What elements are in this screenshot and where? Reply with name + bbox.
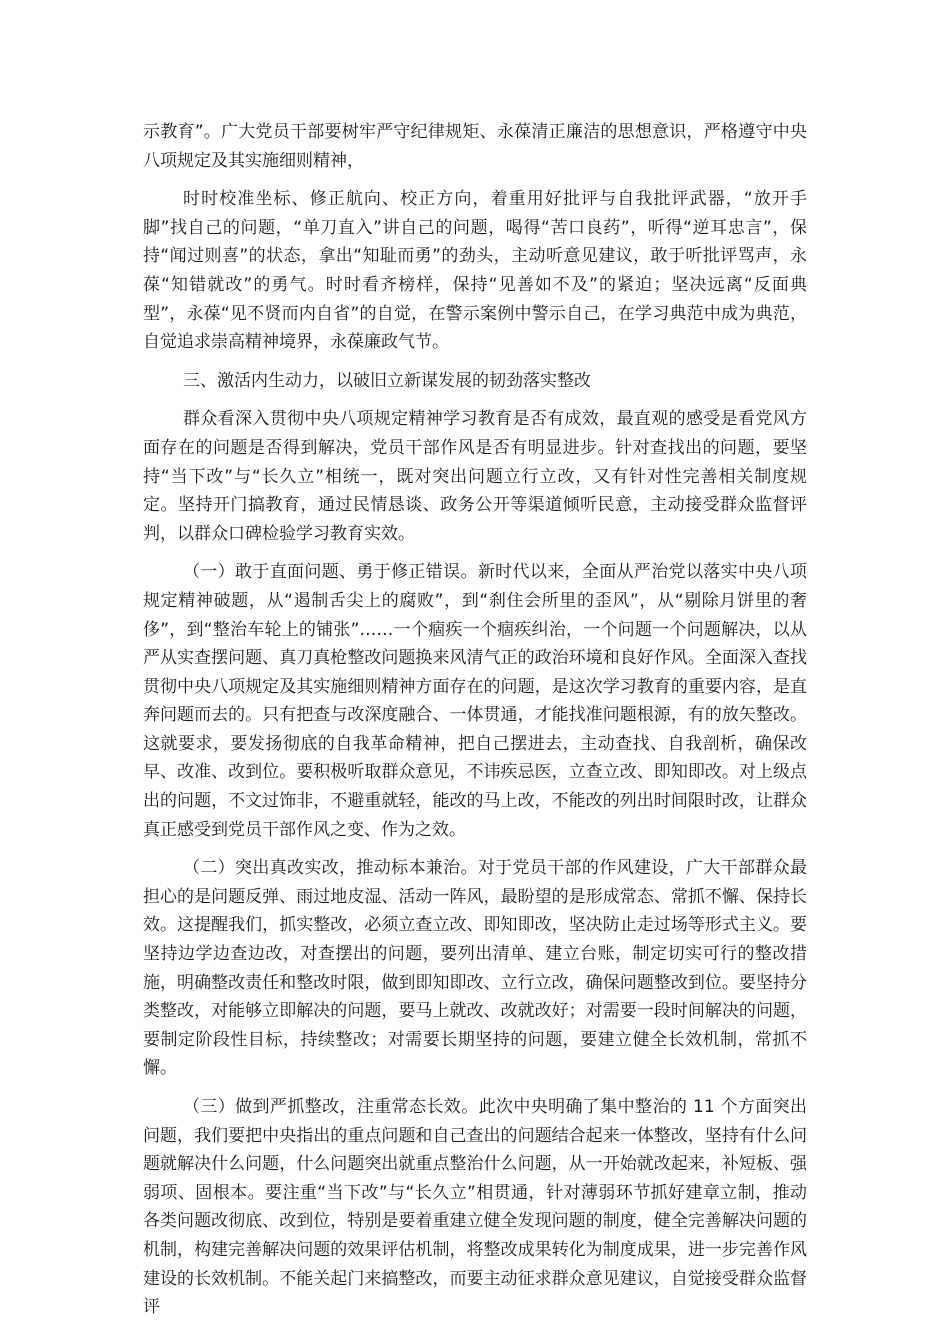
paragraph-subsection-3: （三）做到严抓整改，注重常态长效。此次中央明确了集中整治的 11 个方面突出问题，我们要把中央指出的重点问题和自己查出的问题结合起来一体整改，坚持有什么问题就解决什么问题，什么问题突出就重点整治什么问题，从一开始就改起来，补短板、强弱项、固根本。要注重“当下改”与“长久立”相贯通，针对薄弱环节抓好建章立制，推动各类问题改彻底、改到位，特别是要着重建立健全发现问题的制度，健全完善解决问题的机制，构建完善解决问题的效果评估机制，将整改成果转化为制度成果，进一步完善作风建设的长效机制。不能关起门来搞整改，而要主动征求群众意见建议，自觉接受群众监督评 (143, 1097, 807, 1318)
paragraph-subsection-2: （二）突出真改实改，推动标本兼治。对于党员干部的作风建设，广大干部群众最担心的是问题反弹、雨过地皮湿、活动一阵风，最盼望的是形成常态、常抓不懈、保持长效。这提醒我们，抓实整改，必须立查立改、即知即改，坚决防止走过场等形式主义。要坚持边学边查边改，对查摆出的问题，要列出清单、建立台账，制定切实可行的整改措施，明确整改责任和整改时限，做到即知即改、立行立改，确保问题整改到位。要坚持分类整改，对能够立即解决的问题，要马上就改、改就改好；对需要一段时间解决的问题，要制定阶段性目标，持续整改；对需要长期坚持的问题，要建立健全长效机制，常抓不懈。 (143, 858, 807, 1079)
section-heading-3: 三、激活内生动力，以破旧立新谋发展的韧劲落实整改 (183, 370, 591, 391)
document-body (143, 118, 807, 1332)
paragraph-subsection-1: （一）敢于直面问题、勇于修正错误。新时代以来，全面从严治党以落实中央八项规定精神破题，从“遏制舌尖上的腐败”，到“刹住会所里的歪风”，从“剔除月饼里的奢侈”，到“整治车轮上的铺张”……一个痼疾一个痼疾纠治，一个问题一个问题解决，以从严从实查摆问题、真刀真枪整改问题换来风清气正的政治环境和良好作风。全面深入查找贯彻中央八项规定及其实施细则精神方面存在的问题，是这次学习教育的重要内容，是直奔问题而去的。只有把查与改深度融合、一体贯通，才能找准问题根源，有的放矢整改。这就要求，要发扬彻底的自我革命精神，把自己摆进去，主动查找、自我剖析，确保改早、改准、改到位。要积极听取群众意见，不讳疾忌医，立查立改、即知即改。对上级点出的问题，不文过饰非，不避重就轻，能改的马上改，不能改的列出时间限时改，让群众真正感受到党员干部作风之变、作为之效。 (143, 562, 807, 840)
paragraph-continuation: 示教育”。广大党员干部要树牢严守纪律规矩、永葆清正廉洁的思想意识，严格遵守中央八项规定及其实施细则精神， (143, 122, 807, 171)
paragraph-self-criticism: 时时校准坐标、修正航向、校正方向，着重用好批评与自我批评武器，“放开手脚”找自己的问题，“单刀直入”讲自己的问题，喝得“苦口良药”，听得“逆耳忠言”，保持“闻过则喜”的状态，拿出“知耻而勇”的劲头，主动听意见建议，敢于听批评骂声，永葆“知错就改”的勇气。时时看齐榜样，保持“见善如不及”的紧迫；坚决远离“反面典型”，永葆“见不贤而内自省”的自觉，在警示案例中警示自己，在学习典范中成为典范，自觉追求崇高精神境界，永葆廉政气节。 (143, 189, 807, 353)
paragraph-public-view: 群众看深入贯彻中央八项规定精神学习教育是否有成效，最直观的感受是看党风方面存在的问题是否得到解决，党员干部作风是否有明显进步。针对查找出的问题，要坚持“当下改”与“长久立”相统一，既对突出问题立行立改，又有针对性完善相关制度规定。坚持开门搞教育，通过民情恳谈、政务公开等渠道倾听民意，主动接受群众监督评判，以群众口碑检验学习教育实效。 (143, 409, 807, 544)
